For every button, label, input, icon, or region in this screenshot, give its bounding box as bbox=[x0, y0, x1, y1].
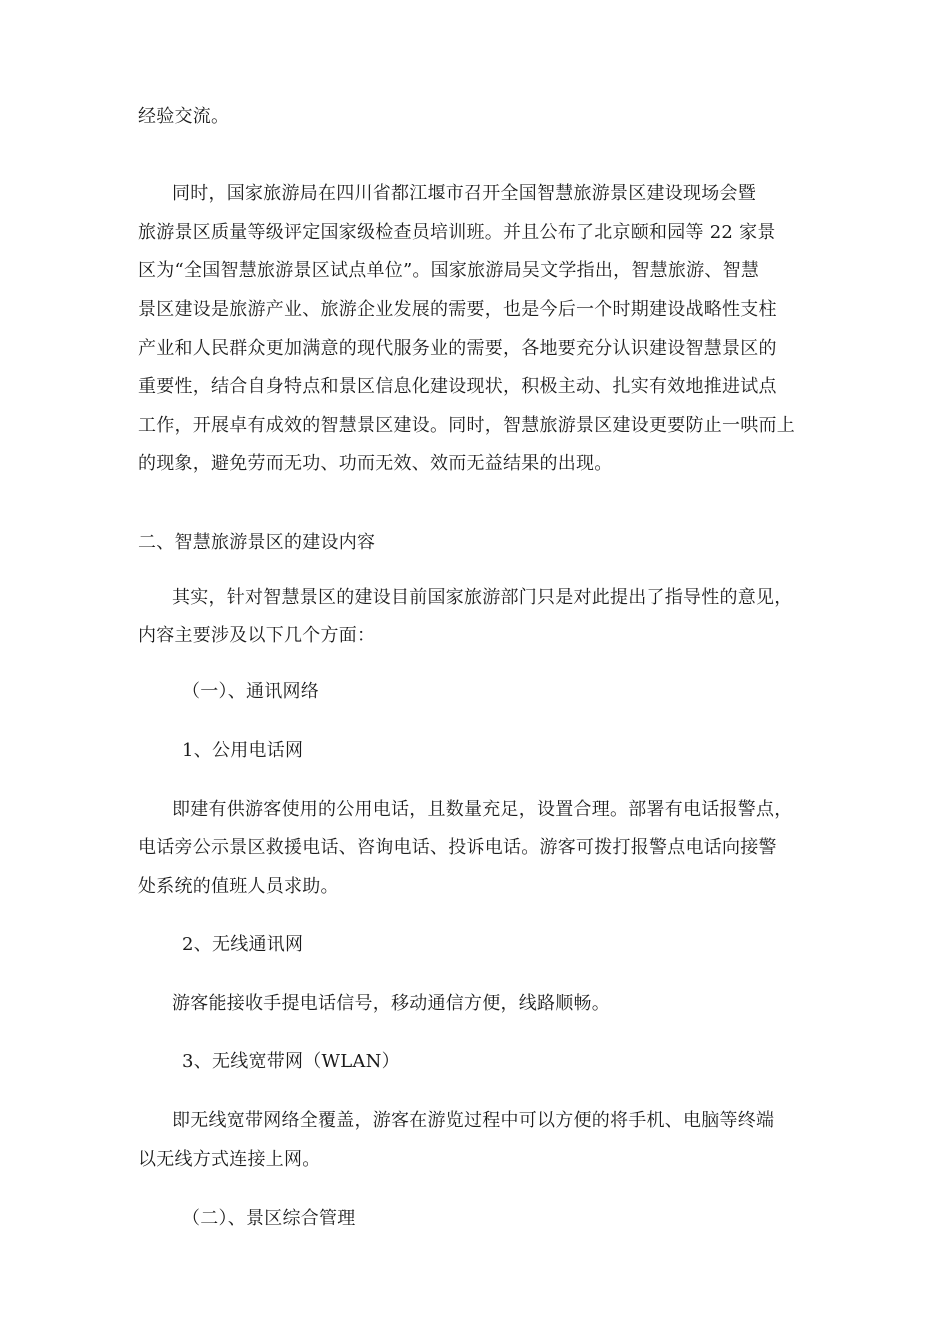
section-heading: 二、智慧旅游景区的建设内容 bbox=[138, 532, 376, 553]
list-item-heading: 2、无线通讯网 bbox=[182, 934, 304, 955]
paragraph-line: 处系统的值班人员求助。 bbox=[138, 876, 339, 897]
paragraph-line: 景区建设是旅游产业、旅游企业发展的需要，也是今后一个时期建设战略性支柱 bbox=[138, 299, 777, 320]
paragraph-line: 区为“全国智慧旅游景区试点单位”。国家旅游局吴文学指出，智慧旅游、智慧 bbox=[138, 260, 760, 281]
paragraph-line: 重要性，结合自身特点和景区信息化建设现状，积极主动、扎实有效地推进试点 bbox=[138, 376, 777, 397]
paragraph-line: 即无线宽带网络全覆盖，游客在游览过程中可以方便的将手机、电脑等终端 bbox=[172, 1110, 775, 1131]
list-item-heading: 1、公用电话网 bbox=[182, 740, 304, 761]
subsection-heading: （一）、通讯网络 bbox=[182, 681, 319, 702]
paragraph-line: 电话旁公示景区救援电话、咨询电话、投诉电话。游客可拨打报警点电话向接警 bbox=[138, 837, 777, 858]
paragraph-line: 同时，国家旅游局在四川省都江堰市召开全国智慧旅游景区建设现场会暨 bbox=[172, 183, 756, 204]
paragraph-line: 即建有供游客使用的公用电话，且数量充足，设置合理。部署有电话报警点， bbox=[172, 799, 793, 820]
subsection-heading: （二）、景区综合管理 bbox=[182, 1208, 356, 1229]
paragraph-line: 其实，针对智慧景区的建设目前国家旅游部门只是对此提出了指导性的意见， bbox=[172, 587, 793, 608]
paragraph-line: 旅游景区质量等级评定国家级检查员培训班。并且公布了北京颐和园等 22 家景 bbox=[138, 222, 776, 243]
paragraph-line: 工作，开展卓有成效的智慧景区建设。同时，智慧旅游景区建设更要防止一哄而上 bbox=[138, 415, 795, 436]
paragraph-line: 产业和人民群众更加满意的现代服务业的需要，各地要充分认识建设智慧景区的 bbox=[138, 338, 777, 359]
paragraph-line: 的现象，避免劳而无功、功而无效、效而无益结果的出现。 bbox=[138, 453, 613, 474]
paragraph-line: 游客能接收手提电话信号，移动通信方便，线路顺畅。 bbox=[172, 993, 610, 1014]
paragraph-line: 内容主要涉及以下几个方面： bbox=[138, 625, 376, 646]
list-item-heading: 3、无线宽带网（WLAN） bbox=[182, 1051, 400, 1072]
paragraph-line: 经验交流。 bbox=[138, 106, 230, 127]
paragraph-line: 以无线方式连接上网。 bbox=[138, 1149, 321, 1170]
